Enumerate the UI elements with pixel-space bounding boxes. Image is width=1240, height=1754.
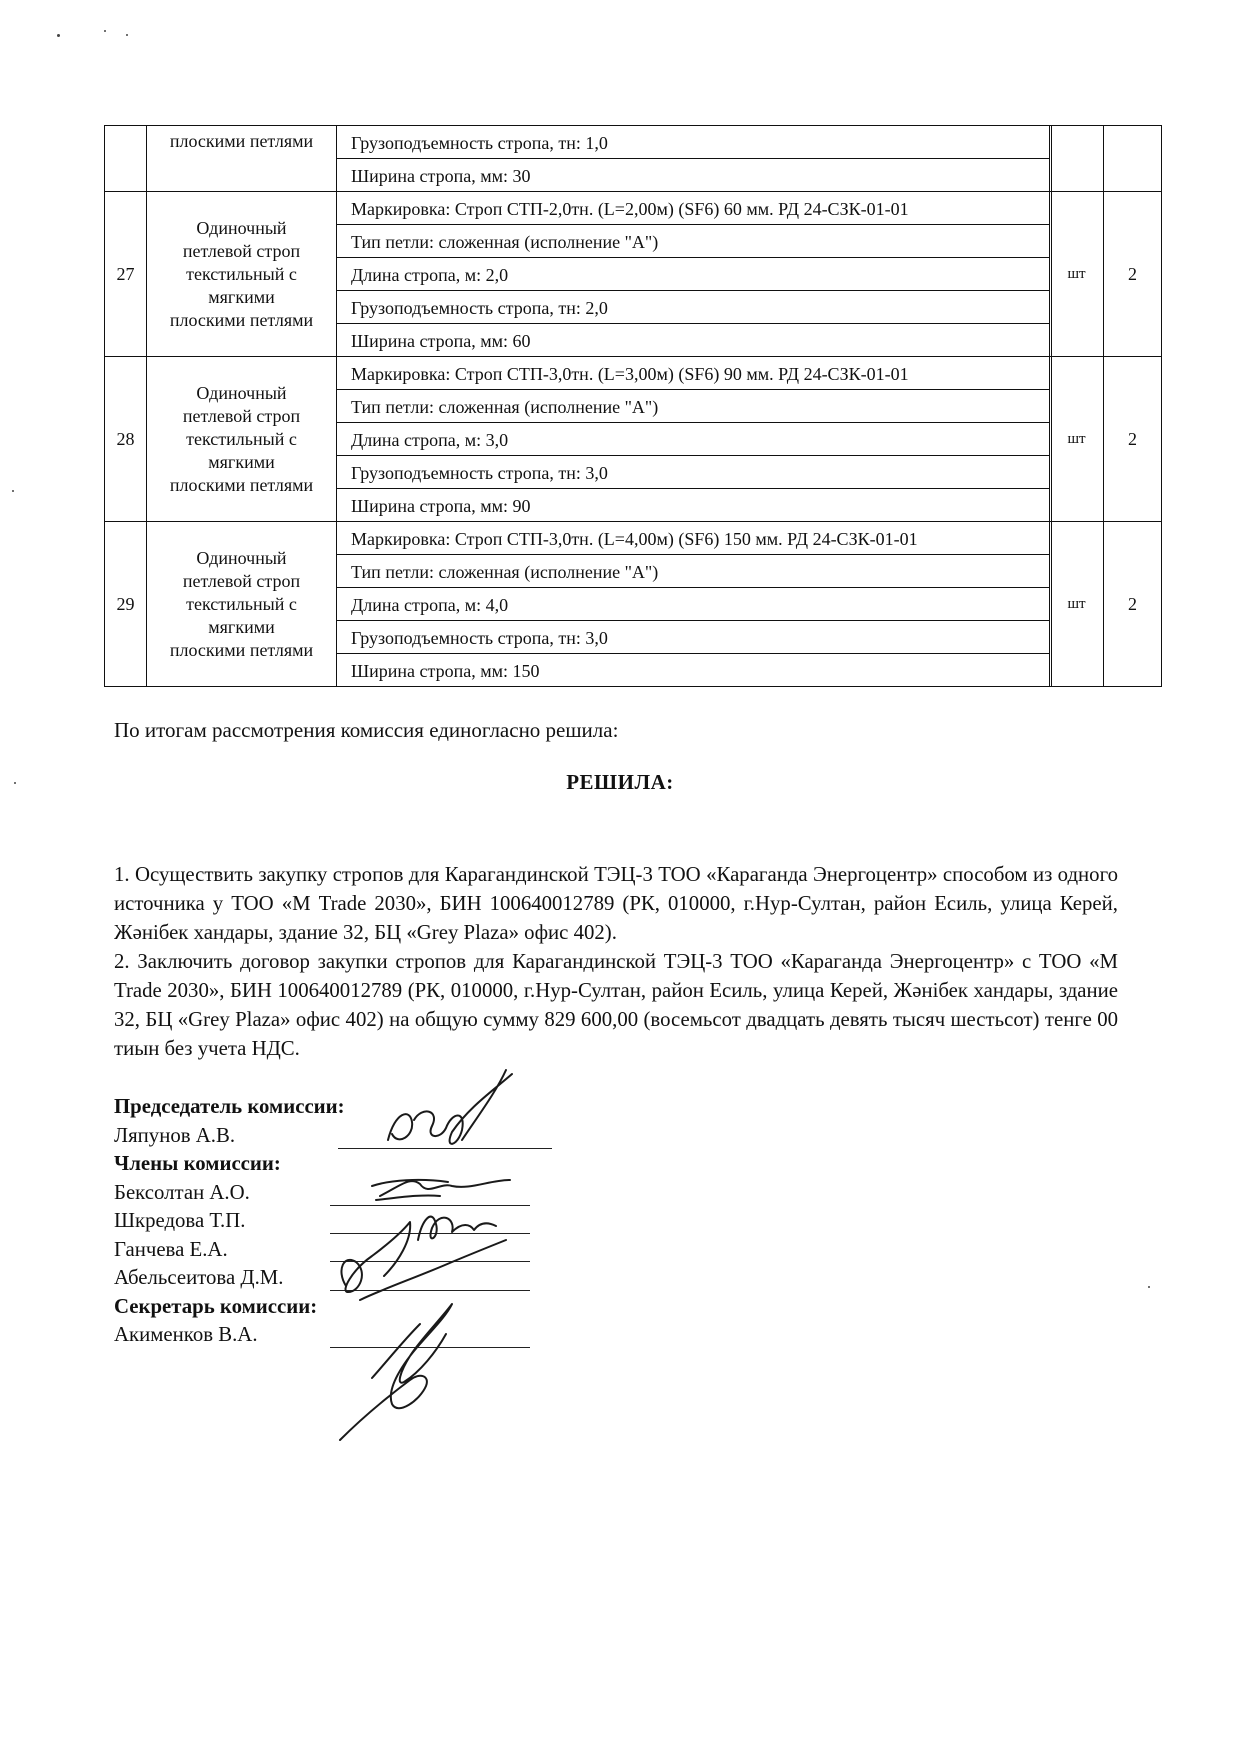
decision-intro: По итогам рассмотрения комиссия единогласно решила: [114, 718, 619, 742]
chair-title: Председатель комиссии: [114, 1095, 345, 1118]
row-number-cell: 29 [105, 522, 147, 687]
attributes-cell [337, 357, 1050, 522]
attributes-cell [337, 522, 1050, 687]
table-row [105, 522, 1162, 687]
specification-table [104, 125, 1162, 687]
attribute-line: Ширина стропа, мм: 60 [351, 331, 531, 351]
attribute-line: Маркировка: Строп СТП-3,0тн. (L=3,00м) (SF6) 90 мм. РД 24-СЗК-01-01 [337, 357, 1049, 390]
unit-cell [1050, 126, 1104, 192]
members-title: Члены комиссии: [114, 1152, 281, 1175]
secretary-signature [340, 1304, 452, 1440]
unit-cell: шт [1050, 357, 1104, 522]
item-name-cell: плоскими петлями [147, 126, 337, 192]
item-name-line: текстильный с [186, 428, 297, 449]
member-signature-2 [418, 1217, 496, 1240]
secretary-signature-stroke [372, 1324, 420, 1378]
member-signature-1 [372, 1180, 510, 1200]
member-signature-4 [360, 1240, 506, 1300]
signature-line [330, 1233, 530, 1234]
attribute-line: Грузоподъемность стропа, тн: 2,0 [337, 291, 1049, 324]
quantity-cell [1104, 126, 1162, 192]
item-name-line: плоскими петлями [169, 639, 314, 660]
attribute-line: Грузоподъемность стропа, тн: 3,0 [337, 621, 1049, 654]
signature-line [330, 1290, 530, 1291]
table-row [105, 192, 1162, 357]
chair-signature [388, 1070, 512, 1144]
signature-block [114, 1093, 345, 1350]
decision-items [114, 860, 1118, 1063]
attribute-line: Длина стропа, м: 3,0 [337, 423, 1049, 456]
attributes-cell [337, 192, 1050, 357]
scan-speck [12, 490, 14, 492]
attribute-line: Ширина стропа, мм: 30 [351, 166, 531, 186]
attribute-line: Тип петли: сложенная (исполнение "А") [337, 225, 1049, 258]
item-name-line: мягкими [208, 286, 275, 307]
attribute-line: Длина стропа, м: 4,0 [337, 588, 1049, 621]
quantity-cell: 2 [1104, 192, 1162, 357]
item-name-line: плоскими петлями [169, 309, 314, 330]
item-name-line: мягкими [208, 616, 275, 637]
attribute-line: Тип петли: сложенная (исполнение "А") [337, 390, 1049, 423]
item-name-line: текстильный с [186, 593, 297, 614]
attribute-line: Длина стропа, м: 2,0 [337, 258, 1049, 291]
quantity-cell: 2 [1104, 522, 1162, 687]
decision-heading: РЕШИЛА: [566, 770, 674, 794]
item-name-cell [147, 522, 337, 687]
table-row [105, 126, 1162, 192]
decision-item-1: 1. Осуществить закупку стропов для Карагандинской ТЭЦ-3 ТОО «Караганда Энергоцентр» способом из одного источника у ТОО «М Trade 2030», БИН 100640012789 (РК, 010000, г.Нур-Султан, район Есиль, улица Керей, Жәнібек хандары, здание 32, БЦ «Grey Plaza» офис 402). [114, 863, 1118, 944]
table-row [105, 357, 1162, 522]
row-number-cell [105, 126, 147, 192]
member-name: Абельсеитова Д.М. [114, 1266, 284, 1289]
item-name-line: плоскими петлями [169, 474, 314, 495]
item-name-line: петлевой строп [182, 570, 301, 591]
scan-speck [104, 30, 106, 32]
scan-speck [57, 34, 60, 37]
member-name: Бексолтан А.О. [114, 1180, 250, 1204]
signature-line [330, 1261, 530, 1262]
member-name: Шкредова Т.П. [114, 1209, 246, 1232]
item-name-cell [147, 192, 337, 357]
item-name-line: Одиночный [196, 217, 287, 238]
item-name-line: Одиночный [196, 547, 287, 568]
quantity-cell: 2 [1104, 357, 1162, 522]
scan-speck [14, 782, 16, 784]
secretary-name: Акименков В.А. [114, 1323, 258, 1346]
item-name-line: текстильный с [186, 263, 297, 284]
attributes-cell [337, 126, 1050, 192]
attribute-line: Грузоподъемность стропа, тн: 1,0 [337, 126, 1049, 159]
scan-speck [1148, 1286, 1150, 1288]
attribute-line: Маркировка: Строп СТП-3,0тн. (L=4,00м) (SF6) 150 мм. РД 24-СЗК-01-01 [337, 522, 1049, 555]
attribute-line: Маркировка: Строп СТП-2,0тн. (L=2,00м) (SF6) 60 мм. РД 24-СЗК-01-01 [337, 192, 1049, 225]
attribute-line: Ширина стропа, мм: 90 [351, 496, 531, 516]
item-name-line: петлевой строп [182, 240, 301, 261]
signature-line [330, 1205, 530, 1206]
scan-speck [126, 34, 128, 36]
decision-item-2: 2. Заключить договор закупки стропов для Карагандинской ТЭЦ-3 ТОО «Караганда Энергоцентр» с ТОО «М Trade 2030», БИН 100640012789 (РК, 010000, г.Нур-Султан, район Есиль, улица Керей, Жәнібек хандары, здание 32, БЦ «Grey Plaza» офис 402) на общую сумму 829 600,00 (восемьсот двадцать девять тысяч шестьсот) тенге 00 тиын без учета НДС. [114, 950, 1118, 1060]
item-name-line: петлевой строп [182, 405, 301, 426]
chair-name: Ляпунов А.В. [114, 1123, 236, 1147]
item-name-line: мягкими [208, 451, 275, 472]
unit-cell: шт [1050, 522, 1104, 687]
signature-line [338, 1148, 552, 1149]
secretary-title: Секретарь комиссии: [114, 1294, 318, 1318]
row-number-cell: 28 [105, 357, 147, 522]
member-name: Ганчева Е.А. [114, 1237, 228, 1261]
attribute-line: Ширина стропа, мм: 150 [351, 661, 540, 681]
attribute-line: Тип петли: сложенная (исполнение "А") [337, 555, 1049, 588]
unit-cell: шт [1050, 192, 1104, 357]
attribute-line: Грузоподъемность стропа, тн: 3,0 [337, 456, 1049, 489]
item-name-line: Одиночный [196, 382, 287, 403]
signature-line [330, 1347, 530, 1348]
item-name-cell [147, 357, 337, 522]
row-number-cell: 27 [105, 192, 147, 357]
